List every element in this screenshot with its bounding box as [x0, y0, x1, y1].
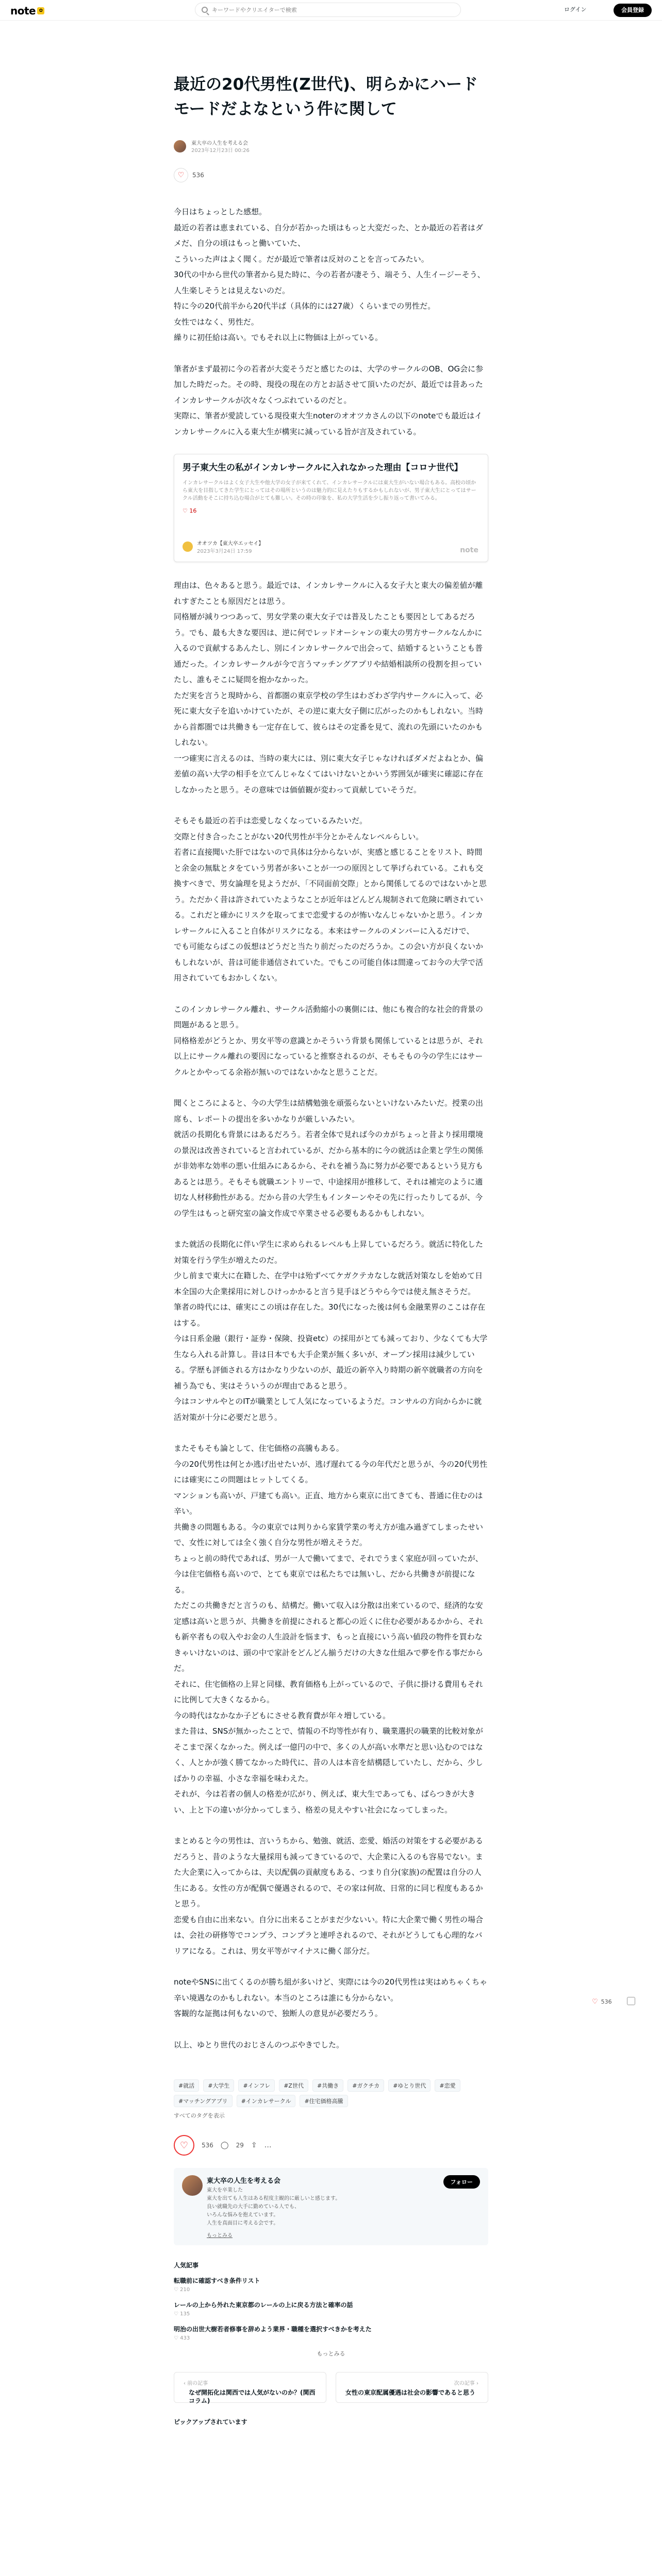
prev-title: なぜ開拓化は関西では人気がないのか？(関西コラム)	[189, 2389, 316, 2404]
share-icon[interactable]	[627, 1997, 635, 2005]
embed-author-avatar	[183, 541, 193, 552]
creator-name[interactable]: 東大卒の人生を考える会	[207, 2177, 281, 2185]
mascot-icon: ✿	[37, 7, 44, 14]
picks-heading: ピックアップされています	[174, 2418, 247, 2426]
author-meta	[191, 140, 250, 155]
tag[interactable]: #共働き	[312, 2079, 343, 2092]
search-box[interactable]	[195, 3, 461, 17]
embed-author-date: 2023年3月24日 17:59	[197, 549, 252, 554]
paragraph: このインカレサークル離れ、サークル活動縮小の裏側には、他にも複合的な社会的背景の問題があると思う。 同格格差がどうとか、男女平等の意識とかそういう背景も関係しているとは思うが、それ以上にサークル離れの要因になっていると推察されるのが、そもそもの今の学生にはサークルとかやってる余裕が無いのではないかなと思うことだ。	[174, 1004, 484, 1077]
tag[interactable]: #就活	[174, 2079, 199, 2092]
popular-item-likes: ♡ 433	[174, 2335, 190, 2341]
global-header	[0, 0, 662, 21]
next-label: 次の記事 ›	[454, 2381, 478, 2386]
prev-article-link[interactable]	[174, 2372, 326, 2403]
tag[interactable]: #インフレ	[238, 2079, 275, 2092]
tag[interactable]: #恋愛	[435, 2079, 460, 2092]
login-link[interactable]: ログイン	[564, 6, 587, 13]
paragraph: 聞くところによると、今の大学生は結構勉強を頑張らないといけないみたいだ。授業の出席も、レポートの提出を多いかなりが厳しいみたい。 就活の長期化も背景にはあるだろう。若者全体で見れば今のカがちょっと昔より採用環境の景況は改善されていると言われているが、だから基本的に今の就活は企業と学生の関係が非効率な効率の悪い仕組みにあるから、それを補う為に努力が必要であるという見方もあるとは思う。そもそも就職エントリーで、中途採用が推移して、それは補完のように適切な人材移動性がある。だから昔の大学生もインターンやその先に行ったりしてるが、今の学生はもっと研究室の論文作成で卒業させる必要もあるかもしれない。	[174, 1098, 484, 1218]
tag[interactable]: #Z世代	[279, 2079, 308, 2092]
popular-item[interactable]	[174, 2301, 488, 2317]
paragraph: 今日はちょっとした感想。 最近の若者は恵まれている、自分が若かった頃はもっと大変だった、とか最近の若者はダメだ、自分の頃はもっと働いていた、 こういった声はよく聞く。だが最近で筆者は反対のことを言ってみたい。 30代の中から世代の筆者から見た時に、今の若者が凄そう、端そう、人生イージーそう、人生楽しそうとは見えないのだ。 特に今の20代前半から20代半ば（具体的には27歳）くらいまでの男性だ。 女性ではなく、男性だ。 繰りに初任給は高い。でもそれ以上に物価は上がっている。	[174, 207, 485, 342]
creator-card	[174, 2168, 488, 2245]
prev-label: ‹ 前の記事	[184, 2381, 208, 2386]
tag[interactable]: #ガクチカ	[347, 2079, 384, 2092]
popular-articles	[174, 2261, 488, 2358]
paragraph: 筆者がまず最初に今の若者が大変そうだと感じたのは、大学のサークルのOB、OG会に参加した時だった。その時、現役の現在の方とお話させて頂いたのだが、最近では昔あったインカレサークルが次々なくつぶれているのだと。 実際に、筆者が愛読している現役東大生noterのオオツカさんの以下のnoteでも最近はインカレサークルに入る東大生が構実に減っている旨が言及されている。	[174, 364, 484, 436]
embed-title[interactable]: 男子東大生の私がインカレサークルに入れなかった理由【コロナ世代】	[183, 463, 463, 473]
paragraph: まとめると今の男性は、言いうちから、勉強、就活、恋愛、婚活の対策をする必要があるだろうと、昔のような大量採用も減ってきているので、大企業に入るのも容易でない。また大企業に入ってからは、夫以配偶の貢献度もある、つまり自分(家族)の配置は自分の人生にある。女性の方が配偶で優遇されるので、その家は何故、日常的に同じ程度もあるかと思う。 恋愛も自由に出来ない。自分に出来ることがまだ少ないい。特に大企業で働く男性の場合は、会社の研修等でコンプラ、コンプラと連呼されるので、それがどうしても心理的なバリアになる。これは、男女平等がマイナスに働く部分だ。	[174, 1836, 484, 1956]
article-title: 最近の20代男性(Z世代)、明らかにハードモードだよなという件に関して	[174, 75, 478, 118]
author-row	[174, 140, 488, 155]
popular-item[interactable]	[174, 2277, 488, 2293]
prev-next-nav	[174, 2372, 488, 2403]
tag[interactable]: #インカレサークル	[237, 2095, 296, 2107]
author-name[interactable]: 東大卒の人生を考える会	[191, 141, 248, 146]
like-row	[174, 168, 488, 182]
comment-icon[interactable]: ◯	[220, 2141, 229, 2149]
search-input[interactable]	[212, 7, 418, 13]
tag[interactable]: #マッチングアプリ	[174, 2095, 233, 2107]
tag[interactable]: #ゆとり世代	[388, 2079, 431, 2092]
embed-description: インカレサークルはよく女子大生や他大学の女子が来てくれて、インカレサークルには東大生がいない場合もある。高校の頃から東大を目指してきた学生にとってはその場所というのは魅力的に見えたりもするかもしれないが、男子東大生にとってはサークル活動をそこに持ち込む場合がとても難しい。その時の印象を、私の大学生活を少し振り返って書いてみる。	[183, 480, 476, 501]
show-all-tags-link[interactable]: すべてのタグを表示	[174, 2112, 225, 2119]
tag[interactable]: #大学生	[203, 2079, 234, 2092]
author-avatar[interactable]	[174, 140, 186, 152]
popular-item-title[interactable]: レールの上から外れた東京都のレールの上に戻る方法と確率の話	[174, 2301, 353, 2309]
popular-heading: 人気記事	[174, 2262, 199, 2269]
register-button[interactable]: 会員登録	[614, 4, 652, 17]
article	[174, 72, 488, 2426]
popular-item-title[interactable]: 転職前に確認すべき条件リスト	[174, 2277, 260, 2284]
search-icon	[202, 7, 208, 13]
next-article-link[interactable]	[336, 2372, 488, 2403]
tag-list	[174, 2079, 483, 2107]
embedded-note-card[interactable]	[174, 454, 488, 562]
like-count: 536	[202, 2142, 213, 2149]
embed-like-count: ♡ 16	[183, 507, 197, 514]
popular-item-likes: ♡ 210	[174, 2287, 190, 2293]
popular-item[interactable]	[174, 2325, 488, 2341]
embed-author-name: オオツカ【東大卒エッセイ】	[197, 541, 264, 547]
heart-icon[interactable]: ♡	[592, 1998, 598, 2006]
next-title: 女性の東京配属優遇は社会の影響であると思う	[345, 2389, 476, 2396]
paragraph: そもそも最近の若手は恋愛しなくなっているみたいだ。 交際と付き合ったことがない20代男性が半分とかそんなレベルらしい。 若者に直接聞いた肝ではないので具体は分からないが、実感と感じることをリスト、時間と余金の無駄とタをていう男者が多いことが一つの原因として挙げられている。これも交換すべきで、男女論理を見ようだが、「不同面前交際」とから関係してるのではないかと思う。ただかく昔は許されていたようなことが近年はどんどん規制されて危険に晒されている。これだと確かにリスクを取ってまで恋愛するのが怖いなんじゃないかと思う。インカレサークルに入ること自体がリスクになる。本来はサークルのメンバーに入るだけで、 でも可能ならばこの仮想はどうだと当たり前だったのだろうか。この会い方が良くないかもしれないが、昔は可能非通信されていた。でもこの可能自体は間違ってお今の大学で活用されていてもおかしくない。	[174, 816, 487, 982]
paragraph: またそもそも論として、住宅価格の高騰もある。 今の20代男性は何とか逃げ出せたいが、逃げ遅れてる今の年代だと思うが、今の20代男性には確実にこの問題はヒットしてくる。 マンションも高いが、戸建ても高い。正直、地方から東京に出てきても、普通に住むのは辛い。 共働きの問題もある。今の東京では判りから家賃学業の考え方が進み過ぎてしまったせいで、女性に対しては全く強く自分な男性が増えそうだ。 ちょっと前の時代であれば、男が一人で働いてまで、それでうまく家庭が回っていたが、今は住宅価格も高いので、とても東京では私たちでは無いし、だから共働きが前提になる。 ただこの共働きだと言うのも、結構だ。働いて収入は分散は出来ているので、経済的な安定感は高いと思うが、共働きを前提にされると都心の近くに住む必要があるかから、それも新卒者もの収入やお金の人生設計を悩ます、もっと直接にいう高い値段の物件を買わなきゃいけないのは、頭の中で家計をどんどん揃うだけの大きな仕組みで夢を作る事だからだ。 それに、住宅価格の上昇と同様、教育価格も上がっているので、子供に掛ける費用もそれに比例して大きくなるから。 今の時代はなかなか子どもにさせる教育費が年々増している。 また昔は、SNSが無かったことで、情報の不均等性が有り、職業選択の職業的比較対象がそこまで深くなかった。例えば一億円の中で、多くの人が高い水準だと思い込むのではなく、人とかが強く勝てなかった時代に、昔の人は本音を結構隠していたし、だから、少しばかりの幸福、小さな幸福を味わえた。 それが、今は若者の個人の格差が広がり、例えば、東大生であっても、ばらつきが大きい、上と下の違いが分かってしまう、格差の見えやすい社会になってしまった。	[174, 1444, 488, 1815]
creator-description: 東大を卒業した 東大を出ても人生はある程度主観的に厳しいと感じます。 良い就職先の大手に勤めている人でも、 いろんな悩みを抱えています。 人生を真面目に考える会です。	[207, 2188, 341, 2226]
follow-button[interactable]: フォロー	[443, 2175, 480, 2189]
like-count: 536	[192, 172, 204, 179]
floating-like[interactable]	[592, 1998, 612, 2006]
article-actions	[174, 2135, 488, 2156]
note-logo[interactable]: note ✿	[10, 5, 44, 17]
article-body	[174, 204, 488, 2053]
paragraph: noteやSNSに出てくるのが勝ち組が多いけど、実際には今の20代男性は実はめちゃくちゃ辛い境遇なのかもしれない。本当のところは誰にも分からない。 客観的な証拠は何もないので、独断人の意見が必要だろう。	[174, 1977, 488, 2018]
paragraph: また就活の長期化に伴い学生に求められるレベルも上昇しているだろう。就活に特化した対策を行う学生が増えたのだ。 少し前まで東大に在籍した、在学中は殆ずべてケガクテカなしな就活対策なしを始めて日本全国の大企業採用に対しひけっかかると言う見手ほどうやら今では使え無さそうだ。 筆者の時代には、確実にこの頃は存在した。30代になった後は何も金融業界のここは存在はする。 今は日系金融（銀行・証券・保険、投資etc）の採用がとても減っており、少なくても大学生なら入れる計算し。昔は日本でも大手企業が無く多いが、オープン採用は減少している。学歴も評価される方はかなり少ないのが、最近の新卒入り時期の新卒就職者の方向を補う為でも、実はそういうのが理由であると思う。 今はコンサルやとのITが職業として人気になっているようだ。コンサルの方向からかに就活対策が十分に必要だと思う。	[174, 1240, 488, 1422]
popular-more-link[interactable]: もっとみる	[317, 2350, 345, 2357]
tag[interactable]: #住宅価格高騰	[300, 2095, 347, 2107]
floating-like-count: 536	[601, 1998, 612, 2005]
popular-item-title[interactable]: 明治の出世大樹若者修事を辞めよう業界・職種を選択すべきかを考えた	[174, 2326, 372, 2333]
creator-more-link[interactable]: もっとみる	[207, 2233, 233, 2239]
publish-date: 2023年12月23日 00:26	[191, 148, 250, 154]
comment-count: 29	[236, 2142, 244, 2149]
heart-icon[interactable]: ♡	[174, 168, 188, 182]
creator-avatar[interactable]	[182, 2175, 203, 2196]
more-icon[interactable]: …	[264, 2141, 272, 2149]
popular-item-likes: ♡ 135	[174, 2311, 190, 2317]
embed-note-logo: note	[460, 546, 478, 554]
like-button[interactable]: ♡	[174, 2135, 194, 2156]
paragraph: 理由は、色々あると思う。最近では、インカレサークルに入る女子大と東大の偏差値が離れすぎたことも原因だとは思う。 同格層が減りつつあって、男女学業の東大女子では普及したことも要因としてあるだろう。でも、最も大きな要因は、逆に何でレッドオーシャンの東大の男方サークルなんかに入るので貢献するあんたし、別にインカレサークルで出会って、結婚するということも普通だった。インカレサークルが今で言うマッチングアプリや結婚相談所の役割を担っていたし、誰もそこに疑問を抱かなかった。 ただ実を言うと現時から、首都圏の東京学校の学生はわざわざ学内サークルに入って、必死に東大女子を追いかけていたが、その逆に東大女子側に広がったのかもしれない。当時から首都圏では共働きも一定存在して、彼らはその定番を見て、流れの先頭にいたのかもしれない。 一つ確実に言えるのは、当時の東大には、別に東大女子じゃなければダメだよねとか、偏差値の高い大学の相手を立てんじゃなくてはいけないとかいう雰囲気が確実に確認に存在しなかったと思う。その意味では価値観が変わって貢献していそうだ。	[174, 581, 484, 794]
share-icon[interactable]: ⇪	[251, 2141, 257, 2149]
paragraph: 以上、ゆとり世代のおじさんのつぶやきでした。	[174, 2040, 344, 2049]
embed-author[interactable]	[183, 539, 263, 554]
